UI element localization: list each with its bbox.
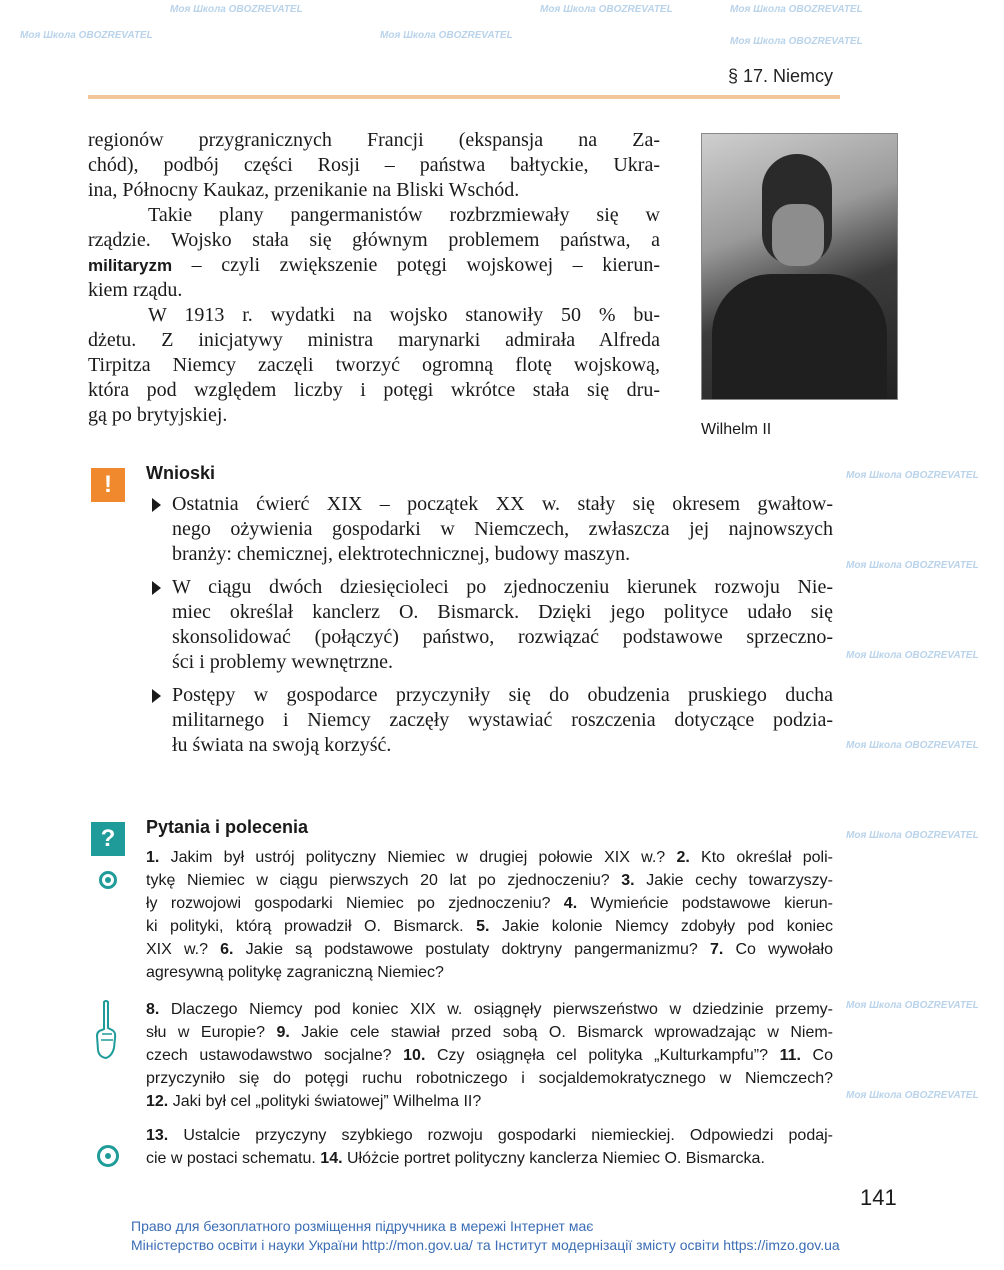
text-segment: – czyli zwiększenie potęgi wojskowej – kierun- [172,254,660,276]
text-segment: która pod względem liczby i potęgi wkrótce stała się dru- [88,379,660,401]
text-segment: dżetu. Z inicjatywy ministra marynarki admirała Alfreda [88,329,660,351]
text-line [88,128,660,153]
text-segment: miec określał kanclerz O. Bismarck. Dzięki jego polityce udało się [172,601,833,623]
conclusion-item [146,683,833,758]
section-header: § 17. Niemcy [727,66,833,86]
text-line [146,961,833,984]
intro-text [88,128,660,428]
text-line [172,625,833,650]
text-segment: skonsolidować (połączyć) państwo, rozwiązać podstawowe sprzeczno- [172,626,833,648]
text-line [88,253,660,278]
pytania-heading: Pytania i polecenia [146,817,309,837]
bold-text: militaryzm [88,256,173,275]
text-segment: cie w postaci schematu. [146,1150,321,1167]
watermark: Моя Школа OBOZREVATEL [846,1090,979,1101]
text-segment: Jaki był cel „polityki światowej” Wilhelma II? [168,1093,482,1110]
text-segment: Takie plany pangermanistów rozbrzmiewały się w [148,204,660,226]
watermark: Моя Школа OBOZREVATEL [380,30,513,41]
text-line [172,733,833,758]
header-rule [88,95,840,99]
text-line [88,378,660,403]
text-line [146,1044,833,1067]
text-line [172,600,833,625]
text-segment: łu świata na swoją korzyść. [172,734,392,756]
text-segment: ły rozwojowi gospodarki Niemiec po zjednoczeniu? [146,895,564,912]
text-line [88,353,660,378]
footer-line-1: Право для безоплатного розміщення підручника в мережі Інтернет має [131,1218,594,1234]
bold-text: 7. [709,941,724,958]
portrait-uniform [712,274,887,399]
text-segment: W 1913 r. wydatki na wojsko stanowiły 50 % bu- [148,304,660,326]
text-segment: regionów przygranicznych Francji (ekspansja na Za- [88,129,660,151]
pointing-hand-icon [94,1000,118,1060]
text-segment: XIX w.? [146,941,221,958]
text-segment: Kto określał poli- [689,849,833,866]
page-number: 141 [860,1185,897,1210]
question-icon: ? [91,822,125,856]
questions-group-2 [146,998,833,1113]
footer-notice [131,1217,840,1255]
text-line [146,1090,833,1113]
watermark: Моя Школа OBOZREVATEL [846,470,979,481]
text-segment: gą po brytyjskiej. [88,404,228,426]
text-segment: chód), podbój części Rosji – państwa bałtyckie, Ukra- [88,154,660,176]
text-line [88,403,660,428]
bold-text: 2. [676,849,690,866]
portrait-image [701,133,898,400]
wnioski-heading: Wnioski [146,463,216,483]
watermark: Моя Школа OBOZREVATEL [20,30,153,41]
questions-group-1 [146,846,833,984]
target-icon [99,871,117,889]
text-segment: branży: chemicznej, elektrotechnicznej, budowy maszyn. [172,543,631,565]
text-segment: Jakim był ustrój polityczny Niemiec w drugiej połowie XIX w.? [159,849,677,866]
text-line [88,228,660,253]
footer-line-2: Міністерство освіти і науки України http://mon.gov.ua/ та Інститут модернізації змісту освіти https://imzo.gov.ua [131,1237,840,1253]
text-segment: ina, Północny Kaukaz, przenikanie na Bliski Wschód. [88,179,520,201]
text-segment: Czy osiągnęła cel polityka „Kulturkampfu”? [425,1047,780,1064]
bold-text: 5. [476,918,490,935]
text-segment: słu w Europie? [146,1024,277,1041]
text-line [88,278,660,303]
text-segment: ki polityki, którą prowadził O. Bismarck. [146,918,477,935]
text-line [146,892,833,915]
text-segment: rządzie. Wojsko stała się głównym problemem państwa, a [88,229,660,251]
text-line [146,1021,833,1044]
wnioski-list [146,492,833,766]
text-line [146,1147,833,1170]
text-segment: Dlaczego Niemcy pod koniec XIX w. osiągnęły pierwszeństwo w dziedzinie przemy- [159,1001,833,1018]
text-segment: przyczyniło się do potęgi ruchu robotniczego i socjaldemokratycznego w Niemczech? [146,1070,833,1087]
portrait-caption: Wilhelm II [701,421,772,438]
text-segment: Ułóżcie portret polityczny kanclerza Niemiec O. Bismarcka. [342,1150,765,1167]
text-segment: czech ustawodawstwo socjalne? [146,1047,404,1064]
bold-text: 10. [403,1047,426,1064]
text-segment: Ostatnia ćwierć XIX – początek XX w. stały się okresem gwałtow- [172,493,833,515]
text-segment: nego ożywienia gospodarki w Niemczech, zwłaszcza jej najnowszych [172,518,833,540]
paragraph [88,303,660,428]
questions-group-3 [146,1124,833,1170]
paragraph [88,203,660,303]
text-segment: Postępy w gospodarce przyczyniły się do obudzenia pruskiego ducha [172,684,833,706]
bold-text: 11. [779,1047,801,1064]
text-segment: Jakie cele stawiał przed sobą O. Bismarck wprowadzając w Niem- [289,1024,833,1041]
text-line [88,203,660,228]
watermark: Моя Школа OBOZREVATEL [846,740,979,751]
text-segment: Ustalcie przyczyny szybkiego rozwoju gospodarki niemieckiej. Odpowiedzi podaj- [168,1127,833,1144]
text-line [88,178,660,203]
triangle-bullet-icon [152,689,161,703]
text-line [146,915,833,938]
bold-text: 9. [276,1024,290,1041]
bold-text: 1. [146,849,160,866]
text-line [146,1067,833,1090]
bold-text: 14. [320,1150,343,1167]
bold-text: 3. [621,872,635,889]
triangle-bullet-icon [152,498,161,512]
text-segment: agresywną politykę zagraniczną Niemiec? [146,964,444,981]
bold-text: 4. [563,895,578,912]
watermark: Моя Школа OBOZREVATEL [730,4,863,15]
text-segment: tykę Niemiec w ciągu pierwszych 20 lat po zjednoczeniu? [146,872,622,889]
text-line [172,575,833,600]
watermark: Моя Школа OBOZREVATEL [846,560,979,571]
text-line [146,869,833,892]
text-segment: militarnego i Niemcy zaczęły wystawiać roszczenia dotyczące podzia- [172,709,833,731]
target-icon [97,1145,119,1167]
text-segment: Co wywołało [723,941,833,958]
triangle-bullet-icon [152,581,161,595]
bold-text: 8. [146,1001,160,1018]
text-segment: Co [800,1047,834,1064]
watermark: Моя Школа OBOZREVATEL [730,36,863,47]
text-segment: Wymieńcie podstawowe kierun- [577,895,834,912]
watermark: Моя Школа OBOZREVATEL [846,830,979,841]
watermark: Моя Школа OBOZREVATEL [540,4,673,15]
text-line [172,683,833,708]
exclamation-icon: ! [91,468,125,502]
text-segment: kiem rządu. [88,279,183,301]
text-segment: Jakie kolonie Niemcy zdobyły pod koniec [489,918,833,935]
watermark: Моя Школа OBOZREVATEL [846,650,979,661]
text-line [172,517,833,542]
watermark: Моя Школа OBOZREVATEL [846,1000,979,1011]
text-line [88,328,660,353]
text-line [172,708,833,733]
text-line [146,846,833,869]
text-line [146,938,833,961]
text-segment: Tirpitza Niemcy zaczęli tworzyć ogromną flotę wojskową, [88,354,660,376]
text-line [88,303,660,328]
paragraph [88,128,660,203]
text-segment: W ciągu dwóch dziesięcioleci po zjednoczeniu kierunek rozwoju Nie- [172,576,833,598]
text-segment: Jakie cechy towarzyszy- [634,872,833,889]
text-line [172,650,833,675]
watermark: Моя Школа OBOZREVATEL [170,4,303,15]
text-line [146,1124,833,1147]
text-line [172,542,833,567]
text-line [172,492,833,517]
bold-text: 13. [146,1127,169,1144]
text-line [88,153,660,178]
text-segment: Jakie są podstawowe postulaty doktryny pangermanizmu? [233,941,710,958]
bold-text: 12. [146,1093,169,1110]
conclusion-item [146,492,833,567]
bold-text: 6. [220,941,234,958]
text-segment: ści i problemy wewnętrzne. [172,651,394,673]
text-line [146,998,833,1021]
conclusion-item [146,575,833,675]
portrait-face [772,204,824,266]
